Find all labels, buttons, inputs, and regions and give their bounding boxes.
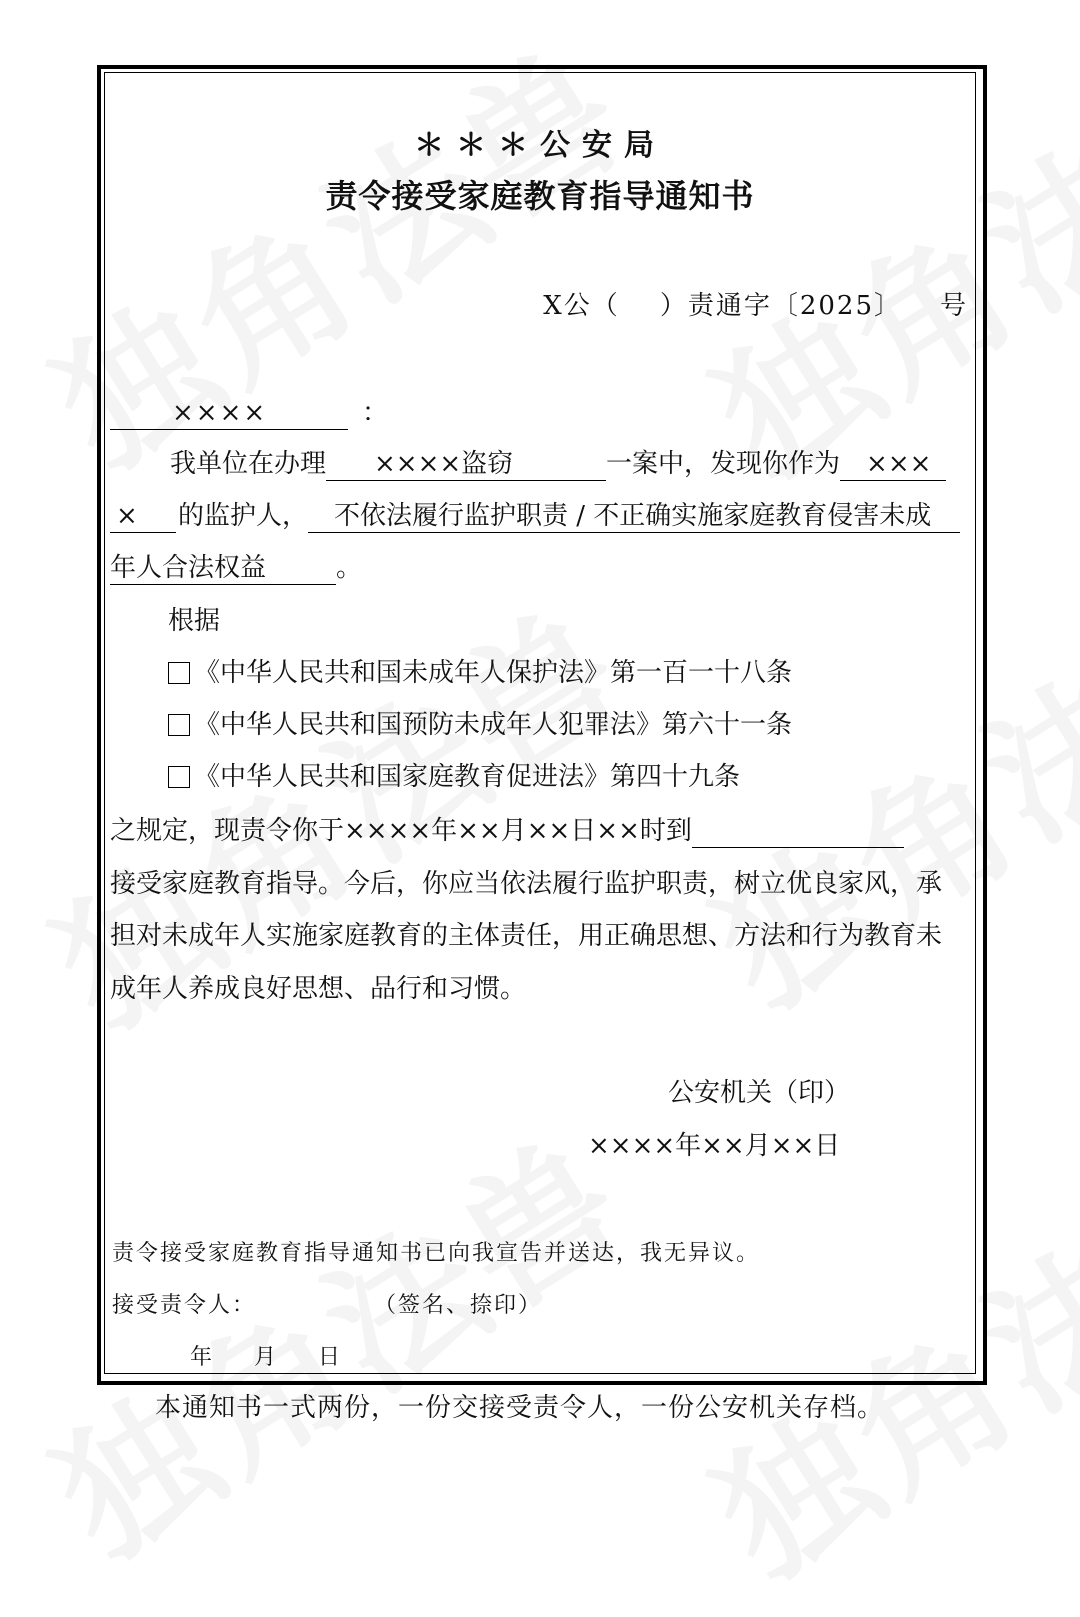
recipient-label: 接受责令人： xyxy=(112,1293,257,1318)
law-option-1[interactable] xyxy=(168,657,792,689)
guardian-role-field-cont: × xyxy=(110,500,176,533)
doc-number-suffix: 号 xyxy=(939,291,968,321)
body-line: 成年人养成良好思想、品行和习惯。 xyxy=(110,974,527,1004)
text-segment: 的监护人， xyxy=(178,501,309,531)
text-segment: 我单位在办理 xyxy=(170,449,327,479)
checkbox-icon[interactable] xyxy=(168,766,190,788)
location-field xyxy=(692,815,904,848)
date-day-label: 日 xyxy=(318,1345,343,1370)
case-name-field: ××××盗窃 xyxy=(326,448,606,481)
document-number xyxy=(543,290,968,322)
violation-reason-field: 不依法履行监护职责 / 不正确实施家庭教育侵害未成 xyxy=(308,500,960,533)
checkbox-icon[interactable] xyxy=(168,662,190,684)
order-line xyxy=(110,815,904,848)
recipient-line xyxy=(112,1290,542,1322)
paragraph-line-1 xyxy=(170,448,946,481)
guardian-role-field: ××× xyxy=(840,448,946,481)
date-year-label: 年 xyxy=(190,1345,215,1370)
addressee-colon: ： xyxy=(362,398,389,428)
law-option-label: 《中华人民共和国预防未成年人犯罪法》第六十一条 xyxy=(194,710,793,740)
law-option-3[interactable] xyxy=(168,761,740,793)
addressee-name: ×××× xyxy=(110,397,348,430)
addressee-line xyxy=(110,397,388,430)
document-title: 责令接受家庭教育指导通知书 xyxy=(325,177,755,215)
doc-number-prefix: X公（ xyxy=(543,291,620,321)
body-line: 接受家庭教育指导。今后，你应当依法履行监护职责，树立优良家风，承 xyxy=(110,869,943,899)
authority-seal: 公安机关（印） xyxy=(668,1078,851,1108)
order-text: 之规定，现责令你于××××年××月××日××时到 xyxy=(110,816,692,846)
text-segment: 。 xyxy=(336,553,363,583)
law-option-2[interactable] xyxy=(168,709,792,741)
violation-reason-field-cont: 年人合法权益 xyxy=(110,552,336,585)
law-option-label: 《中华人民共和国家庭教育促进法》第四十九条 xyxy=(194,762,741,792)
receipt-statement: 责令接受家庭教育指导通知书已向我宣告并送达，我无异议。 xyxy=(112,1241,761,1266)
receipt-date xyxy=(190,1342,342,1374)
paragraph-line-2 xyxy=(110,500,960,533)
checkbox-icon[interactable] xyxy=(168,714,190,736)
law-option-label: 《中华人民共和国未成年人保护法》第一百一十八条 xyxy=(194,658,793,688)
issuing-agency: ＊＊＊公安局 xyxy=(414,128,666,163)
sign-hint: （签名、捺印） xyxy=(374,1293,543,1318)
body-line: 担对未成年人实施家庭教育的主体责任，用正确思想、方法和行为教育未 xyxy=(110,921,943,951)
paragraph-line-3 xyxy=(110,552,362,585)
basis-label: 根据 xyxy=(168,606,221,636)
text-segment: 一案中，发现你作为 xyxy=(606,449,841,479)
date-month-label: 月 xyxy=(254,1345,279,1370)
doc-number-middle: ）责通字〔2025〕 xyxy=(659,291,902,321)
footer-note: 本通知书一式两份，一份交接受责令人，一份公安机关存档。 xyxy=(155,1393,885,1423)
issue-date: ××××年××月××日 xyxy=(588,1131,841,1161)
